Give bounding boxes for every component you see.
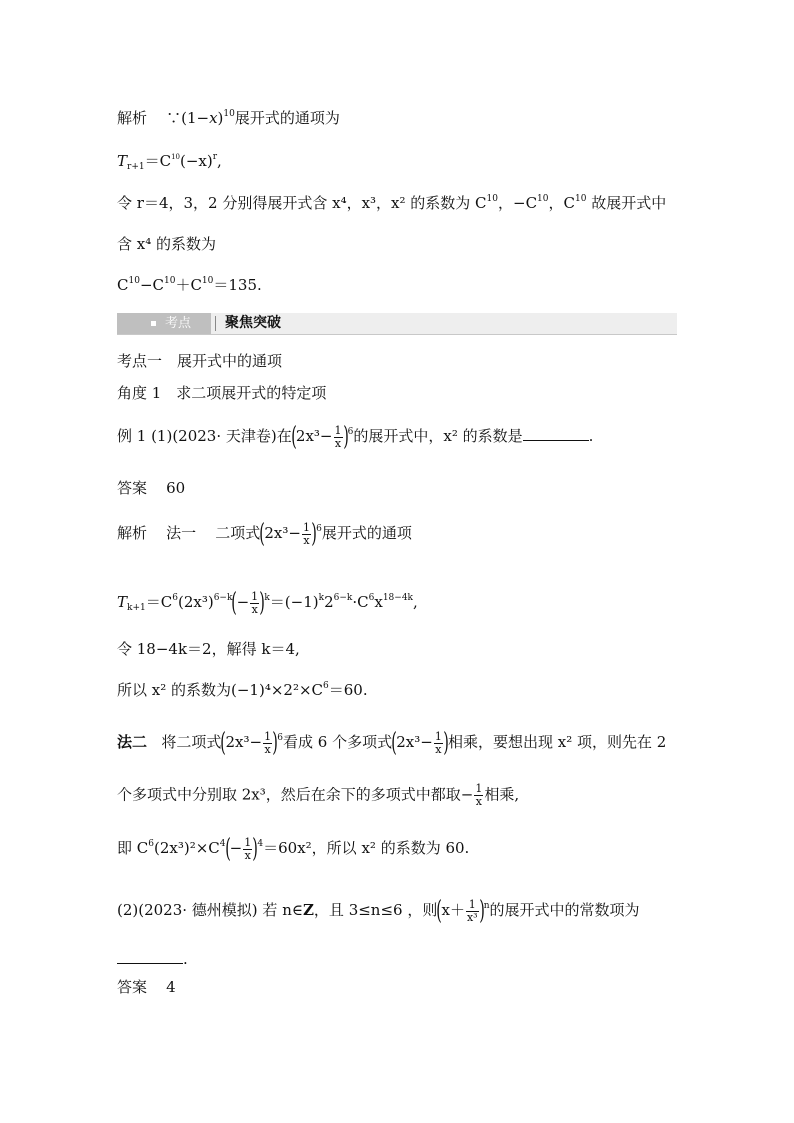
coefficient-line: 令 r＝4，3，2 分别得展开式含 x⁴，x³，x² 的系数为 $C^{10}$，$-C^{10}$，$C^{10}$ 故展开式中: [117, 194, 667, 212]
method-2-line-1: 法二 将二项式(2x³− $\frac{1}{x}$ )$^6$看成 6 个多项式(2x³− $\frac{1}{x}$ )相乘，要想出现 x² 项，则先在 2: [117, 728, 667, 758]
general-term-formula: $T_{k+1}=C^6(2x^3)^{6-k}(-$ $\frac{1}{x}$ )$^k=(-1)^k2^{6-k}\cdot C^6x^{18-4k}$,: [117, 588, 418, 618]
fraction: $\frac{1}{x}$: [244, 835, 252, 862]
answer-1: 答案 60: [117, 479, 186, 497]
fraction: $\frac{1}{x}$: [334, 423, 342, 450]
example-1-question: 例 1 (1)(2023· 天津卷)在(2x³− $\frac{1}{x}$ )$^6$的展开式中，x² 的系数是 .: [117, 422, 594, 452]
answer-blank: [523, 426, 589, 441]
result-line: 所以 x² 的系数为$(-1)^4\times 2^2\times C^6=60$.: [117, 681, 368, 699]
answer-blank-line: .: [117, 949, 188, 969]
answer-2: 答案 4: [117, 978, 176, 996]
solve-line: 令 18−4k＝2，解得 k＝4,: [117, 640, 300, 658]
answer-blank: [117, 949, 183, 964]
fraction: $\frac{1}{x}$: [434, 729, 442, 756]
section-header-bar: [117, 313, 677, 335]
fraction: $\frac{1}{x}$: [475, 782, 483, 808]
section-tag: 考点: [117, 313, 211, 334]
solution-intro-line: 解析 $\because(1-x)^{10}$展开式的通项为: [117, 109, 340, 127]
method-2-line-3: 即 $C^6(2x^3)^2\times C^4(-$ $\frac{1}{x}$ )$^4$＝60x²，所以 x² 的系数为 60.: [117, 834, 470, 864]
fraction: $\frac{1}{\text{x³}}$: [466, 897, 478, 924]
solution-method-1: 解析 法一 二项式(2x³− $\frac{1}{x}$ )$^6$展开式的通项: [117, 519, 412, 549]
solution-label: 解析: [117, 109, 148, 127]
topic-heading: 考点一 展开式中的通项: [117, 352, 283, 370]
fraction: $\frac{1}{x}$: [251, 589, 259, 616]
divider: [215, 316, 216, 331]
bullet-icon: [151, 321, 156, 326]
method-2-line-2: 个多项式中分别取 2x³，然后在余下的多项式中都取− $\frac{1}{x}$ 相乘,: [117, 782, 520, 808]
general-term-line: $T_{r+1}=C^{10}(-x)^r$,: [117, 152, 222, 172]
coefficient-result: $C^{10}-C^{10}+C^{10}=135$.: [117, 276, 262, 294]
fraction: $\frac{1}{x}$: [264, 729, 272, 756]
section-title: 聚焦突破: [225, 315, 281, 331]
coefficient-line-2: 含 x⁴ 的系数为: [117, 235, 217, 253]
example-1-part-2: (2)(2023· 德州模拟) 若 n∈Z，且 3≤n≤6 ，则(x＋ $\frac{1}{\text{x³}}$ )$^n$的展开式中的常数项为: [117, 896, 640, 926]
angle-heading: 角度 1 求二项展开式的特定项: [117, 384, 327, 402]
fraction: $\frac{1}{x}$: [302, 520, 310, 547]
